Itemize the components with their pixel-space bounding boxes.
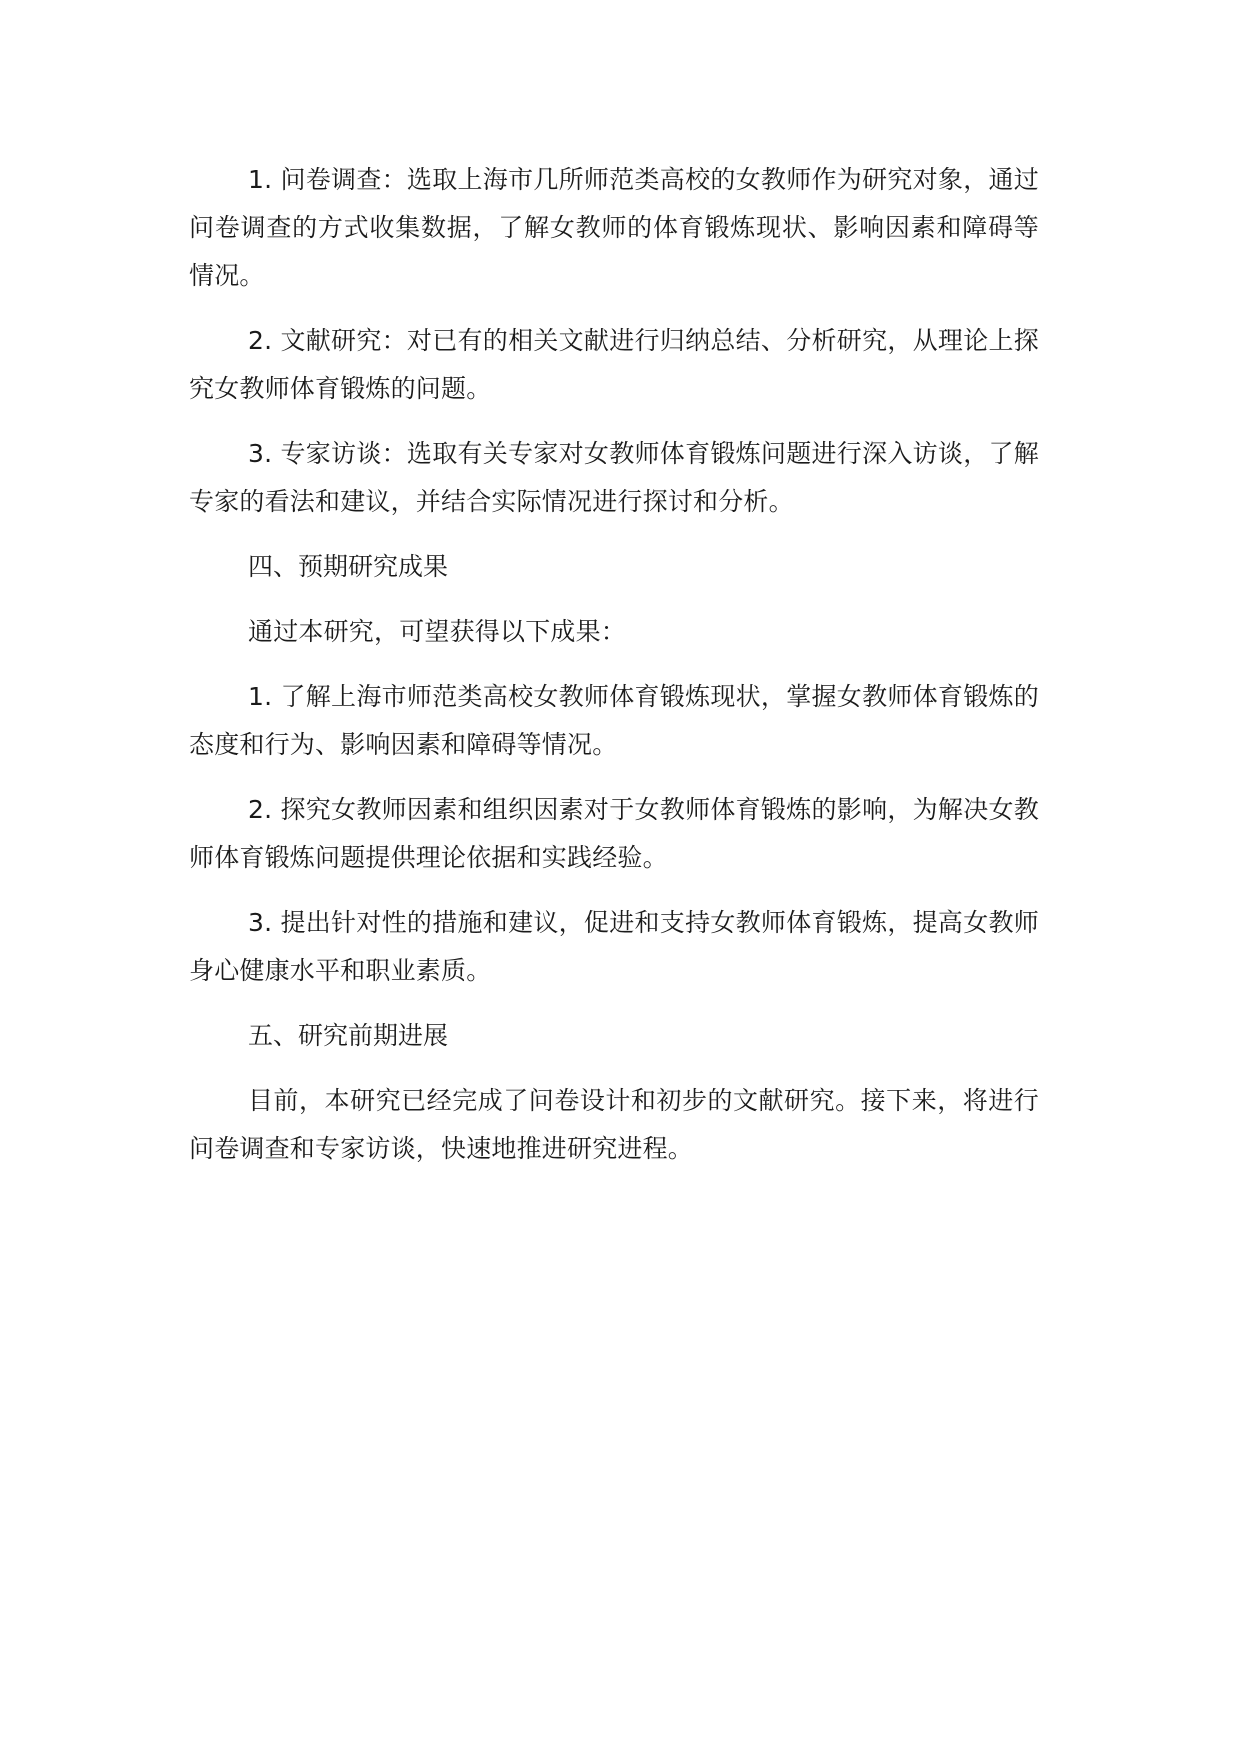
- document-body: [189, 156, 1039, 1190]
- method-questionnaire-paragraph: 1. 问卷调查：选取上海市几所师范类高校的女教师作为研究对象，通过问卷调查的方式收集数据，了解女教师的体育锻炼现状、影响因素和障碍等情况。: [189, 165, 1039, 290]
- method-literature-paragraph: 2. 文献研究：对已有的相关文献进行归纳总结、分析研究，从理论上探究女教师体育锻炼的问题。: [189, 326, 1039, 403]
- section-heading-expected-results: 四、预期研究成果: [248, 552, 449, 581]
- progress-paragraph: 目前，本研究已经完成了问卷设计和初步的文献研究。接下来，将进行问卷调查和专家访谈，快速地推进研究进程。: [189, 1086, 1039, 1163]
- expected-result-item-2: 2. 探究女教师因素和组织因素对于女教师体育锻炼的影响，为解决女教师体育锻炼问题提供理论依据和实践经验。: [189, 795, 1039, 872]
- expected-result-item-3: 3. 提出针对性的措施和建议，促进和支持女教师体育锻炼，提高女教师身心健康水平和职业素质。: [189, 908, 1039, 985]
- method-expert-interview-paragraph: 3. 专家访谈：选取有关专家对女教师体育锻炼问题进行深入访谈，了解专家的看法和建议，并结合实际情况进行探讨和分析。: [189, 439, 1039, 516]
- section-heading-progress: 五、研究前期进展: [248, 1021, 449, 1050]
- expected-results-intro: 通过本研究，可望获得以下成果：: [248, 617, 627, 646]
- expected-result-item-1: 1. 了解上海市师范类高校女教师体育锻炼现状，掌握女教师体育锻炼的态度和行为、影响因素和障碍等情况。: [189, 682, 1039, 759]
